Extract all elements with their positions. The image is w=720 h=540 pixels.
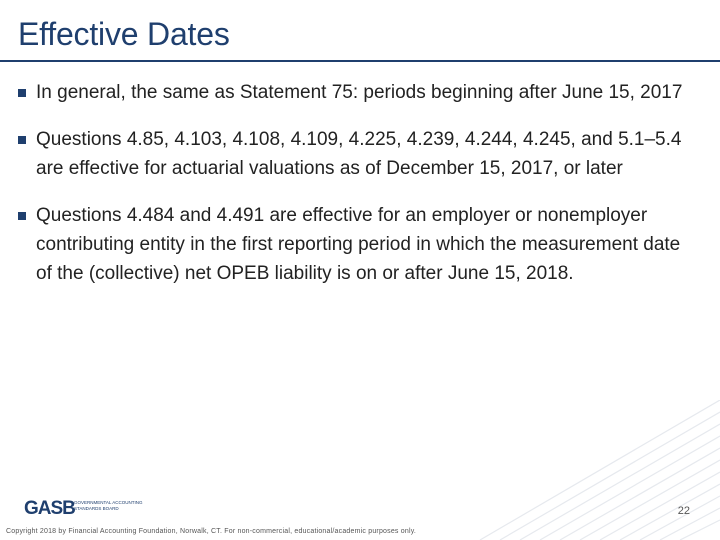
bullet-text: Questions 4.85, 4.103, 4.108, 4.109, 4.225, 4.239, 4.244, 4.245, and 5.1–5.4 are effective for actuarial valuations as of December 15, 2017, or later xyxy=(36,129,682,179)
gasb-logo xyxy=(24,496,144,526)
diagonal-lines-decoration xyxy=(420,400,720,540)
square-bullet-icon xyxy=(18,89,26,97)
bullet-item xyxy=(18,125,698,183)
title-divider xyxy=(0,60,720,62)
bullet-item xyxy=(18,78,698,107)
bullet-item xyxy=(18,201,698,288)
logo-wordmark: GASB xyxy=(24,498,75,519)
copyright-notice: Copyright 2018 by Financial Accounting Foundation, Norwalk, CT. For non-commercial, educational/academic purposes only. xyxy=(6,528,417,535)
bullet-list xyxy=(18,78,698,306)
logo-subtitle: GOVERNMENTAL ACCOUNTING STANDARDS BOARD xyxy=(74,500,143,511)
page-number: 22 xyxy=(677,505,690,517)
bullet-text: In general, the same as Statement 75: periods beginning after June 15, 2017 xyxy=(36,82,683,103)
square-bullet-icon xyxy=(18,212,26,220)
square-bullet-icon xyxy=(18,136,26,144)
bullet-text: Questions 4.484 and 4.491 are effective for an employer or nonemployer contributing entity in the first reporting period in which the measurement date of the (collective) net OPEB liability is on or after June 15, 2018. xyxy=(36,205,681,284)
slide-title: Effective Dates xyxy=(18,16,230,52)
